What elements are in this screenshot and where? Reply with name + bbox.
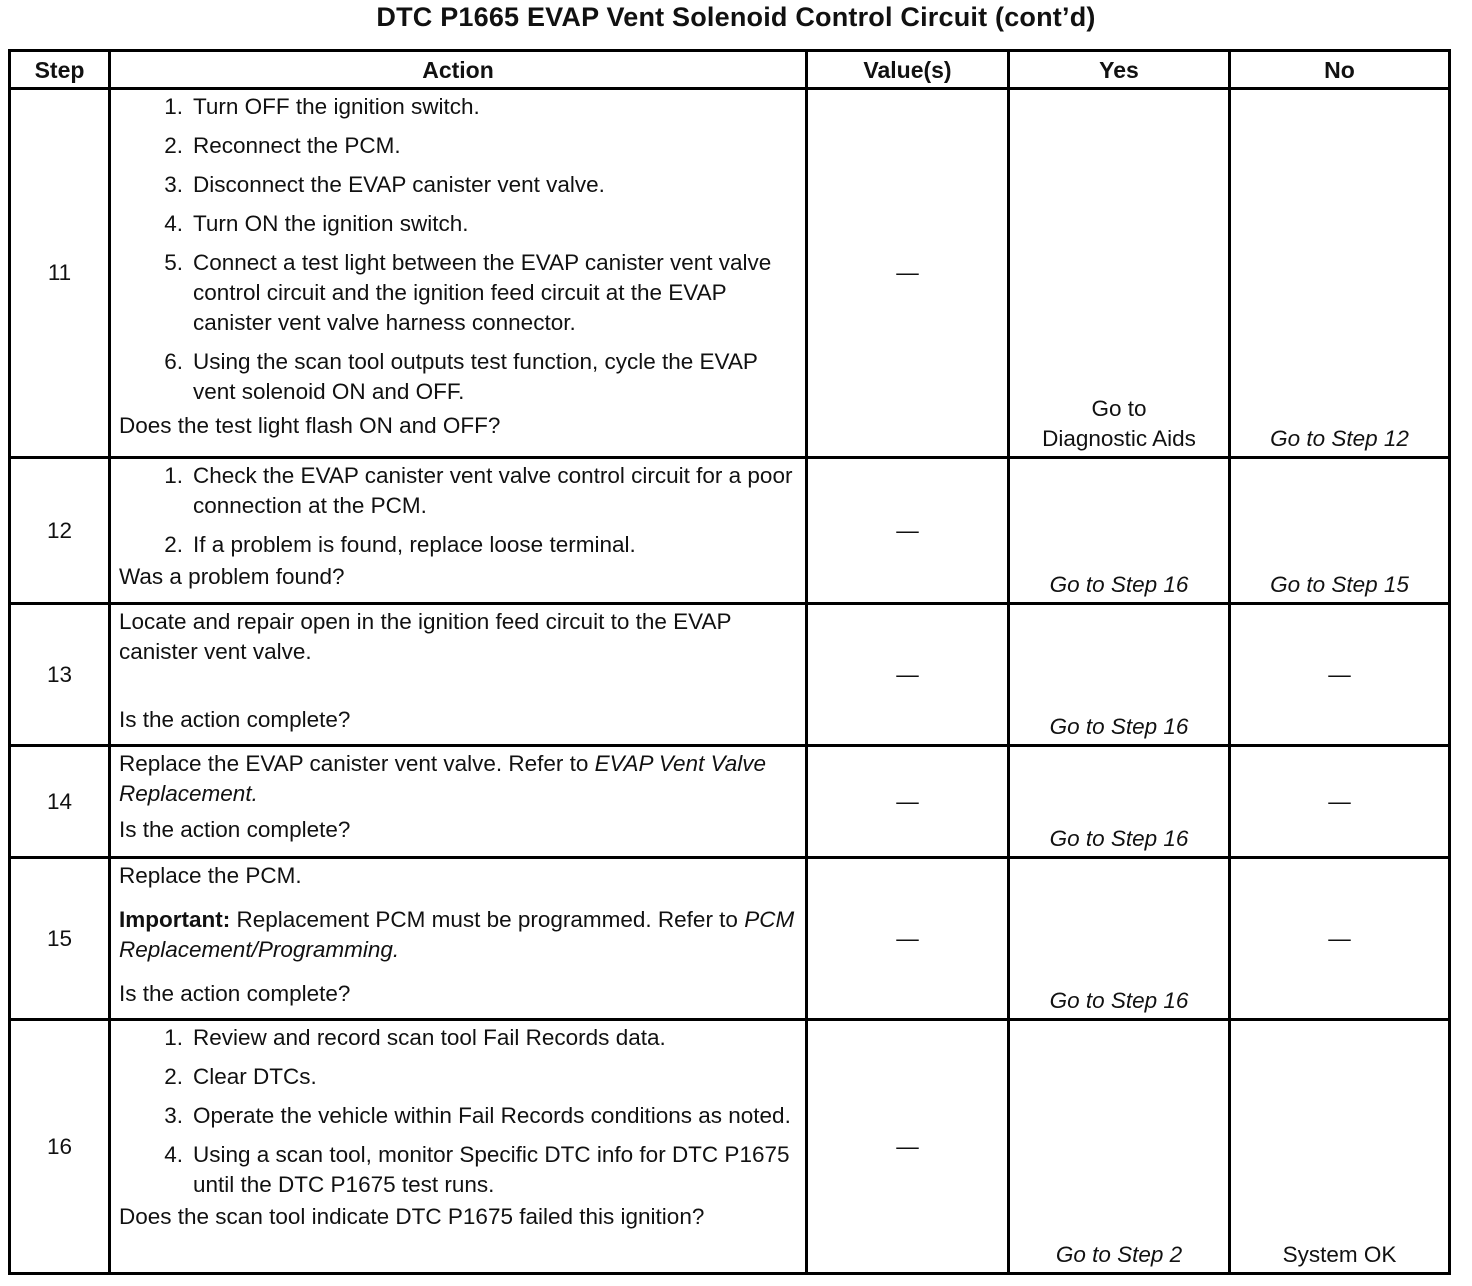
item-text: Connect a test light between the EVAP canister vent valve control circuit and the ignition feed circuit at the EVAP canister vent valve harness connector. xyxy=(193,250,772,335)
diagnostic-table xyxy=(8,49,1451,1275)
item-number: 5. xyxy=(164,250,183,275)
list-item xyxy=(119,530,799,560)
table-row xyxy=(10,458,1450,604)
table-row xyxy=(10,604,1450,746)
item-number: 3. xyxy=(164,1103,183,1128)
item-text: Turn ON the ignition switch. xyxy=(193,211,469,236)
page-title: DTC P1665 EVAP Vent Solenoid Control Circuit (cont’d) xyxy=(376,2,1096,32)
table-header-row xyxy=(10,51,1450,89)
list-item xyxy=(119,1023,799,1053)
yes-cell: Go to Step 16 xyxy=(1009,604,1230,746)
value-cell: — xyxy=(807,604,1009,746)
header-step: Step xyxy=(10,51,110,89)
no-cell: — xyxy=(1230,604,1450,746)
yes-line-2: Diagnostic Aids xyxy=(1042,426,1196,451)
procedure-reference: PCM Replacement/Programming. xyxy=(119,907,795,962)
no-cell: — xyxy=(1230,858,1450,1020)
header-no: No xyxy=(1230,51,1450,89)
step-number: 11 xyxy=(10,89,110,458)
table-row xyxy=(10,89,1450,458)
item-text: Review and record scan tool Fail Records data. xyxy=(193,1025,666,1050)
header-yes: Yes xyxy=(1009,51,1230,89)
item-number: 2. xyxy=(164,133,183,158)
header-action: Action xyxy=(110,51,807,89)
step-number: 14 xyxy=(10,746,110,858)
action-cell xyxy=(110,604,807,746)
table-row xyxy=(10,858,1450,1020)
item-number: 6. xyxy=(164,349,183,374)
action-text xyxy=(119,749,799,809)
yes-cell: Go to Step 16 xyxy=(1009,458,1230,604)
step-number: 15 xyxy=(10,858,110,1020)
action-cell xyxy=(110,89,807,458)
table-row xyxy=(10,746,1450,858)
action-cell xyxy=(110,858,807,1020)
step-number: 13 xyxy=(10,604,110,746)
question-text: Is the action complete? xyxy=(119,981,351,1006)
item-text: Reconnect the PCM. xyxy=(193,133,401,158)
list-item xyxy=(119,170,799,200)
yes-cell: Go to Step 2 xyxy=(1009,1020,1230,1274)
item-number: 4. xyxy=(164,1142,183,1167)
important-label: Important: xyxy=(119,907,231,932)
item-number: 3. xyxy=(164,172,183,197)
important-note xyxy=(119,905,799,965)
table-row xyxy=(10,1020,1450,1274)
action-list xyxy=(119,461,799,560)
item-text: Using the scan tool outputs test function, cycle the EVAP vent solenoid ON and OFF. xyxy=(193,349,758,404)
yes-line-1: Go to xyxy=(1091,396,1147,421)
question-text: Does the test light flash ON and OFF? xyxy=(119,413,501,438)
action-cell xyxy=(110,746,807,858)
item-number: 2. xyxy=(164,1064,183,1089)
action-text: Replace the PCM. xyxy=(119,863,302,888)
value-cell: — xyxy=(807,858,1009,1020)
item-text: Check the EVAP canister vent valve control circuit for a poor connection at the PCM. xyxy=(193,463,793,518)
no-cell: Go to Step 12 xyxy=(1230,89,1450,458)
action-list xyxy=(119,1023,799,1200)
item-text: Turn OFF the ignition switch. xyxy=(193,94,480,119)
action-text: Locate and repair open in the ignition feed circuit to the EVAP canister vent valve. xyxy=(119,609,732,664)
step-number: 12 xyxy=(10,458,110,604)
action-text-plain: Replace the EVAP canister vent valve. Refer to xyxy=(119,751,595,776)
action-cell xyxy=(110,458,807,604)
step-number: 16 xyxy=(10,1020,110,1274)
item-text: Operate the vehicle within Fail Records conditions as noted. xyxy=(193,1103,791,1128)
question-text: Is the action complete? xyxy=(119,707,351,732)
value-cell: — xyxy=(807,1020,1009,1274)
important-text: Replacement PCM must be programmed. Refer to xyxy=(230,907,745,932)
no-cell: — xyxy=(1230,746,1450,858)
question-text: Is the action complete? xyxy=(119,817,351,842)
question-text: Was a problem found? xyxy=(119,564,345,589)
value-cell: — xyxy=(807,746,1009,858)
item-number: 4. xyxy=(164,211,183,236)
yes-cell: Go to Step 16 xyxy=(1009,746,1230,858)
list-item xyxy=(119,1140,799,1200)
list-item xyxy=(119,1101,799,1131)
item-text: Disconnect the EVAP canister vent valve. xyxy=(193,172,605,197)
action-list xyxy=(119,92,799,407)
item-text: Clear DTCs. xyxy=(193,1064,317,1089)
list-item xyxy=(119,209,799,239)
action-cell xyxy=(110,1020,807,1274)
procedure-reference: EVAP Vent Valve Replacement. xyxy=(119,751,767,806)
item-text: Using a scan tool, monitor Specific DTC info for DTC P1675 until the DTC P1675 test runs. xyxy=(193,1142,790,1197)
question-text: Does the scan tool indicate DTC P1675 failed this ignition? xyxy=(119,1204,705,1229)
value-cell: — xyxy=(807,458,1009,604)
yes-cell: Go to Step 16 xyxy=(1009,858,1230,1020)
list-item xyxy=(119,347,799,407)
list-item xyxy=(119,461,799,521)
yes-cell xyxy=(1009,89,1230,458)
item-number: 2. xyxy=(164,532,183,557)
value-cell: — xyxy=(807,89,1009,458)
item-number: 1. xyxy=(164,1025,183,1050)
header-values: Value(s) xyxy=(807,51,1009,89)
list-item xyxy=(119,92,799,122)
list-item xyxy=(119,131,799,161)
item-number: 1. xyxy=(164,94,183,119)
list-item xyxy=(119,248,799,338)
no-cell: Go to Step 15 xyxy=(1230,458,1450,604)
item-number: 1. xyxy=(164,463,183,488)
item-text: If a problem is found, replace loose terminal. xyxy=(193,532,636,557)
no-cell: System OK xyxy=(1230,1020,1450,1274)
spacer xyxy=(119,667,799,705)
list-item xyxy=(119,1062,799,1092)
